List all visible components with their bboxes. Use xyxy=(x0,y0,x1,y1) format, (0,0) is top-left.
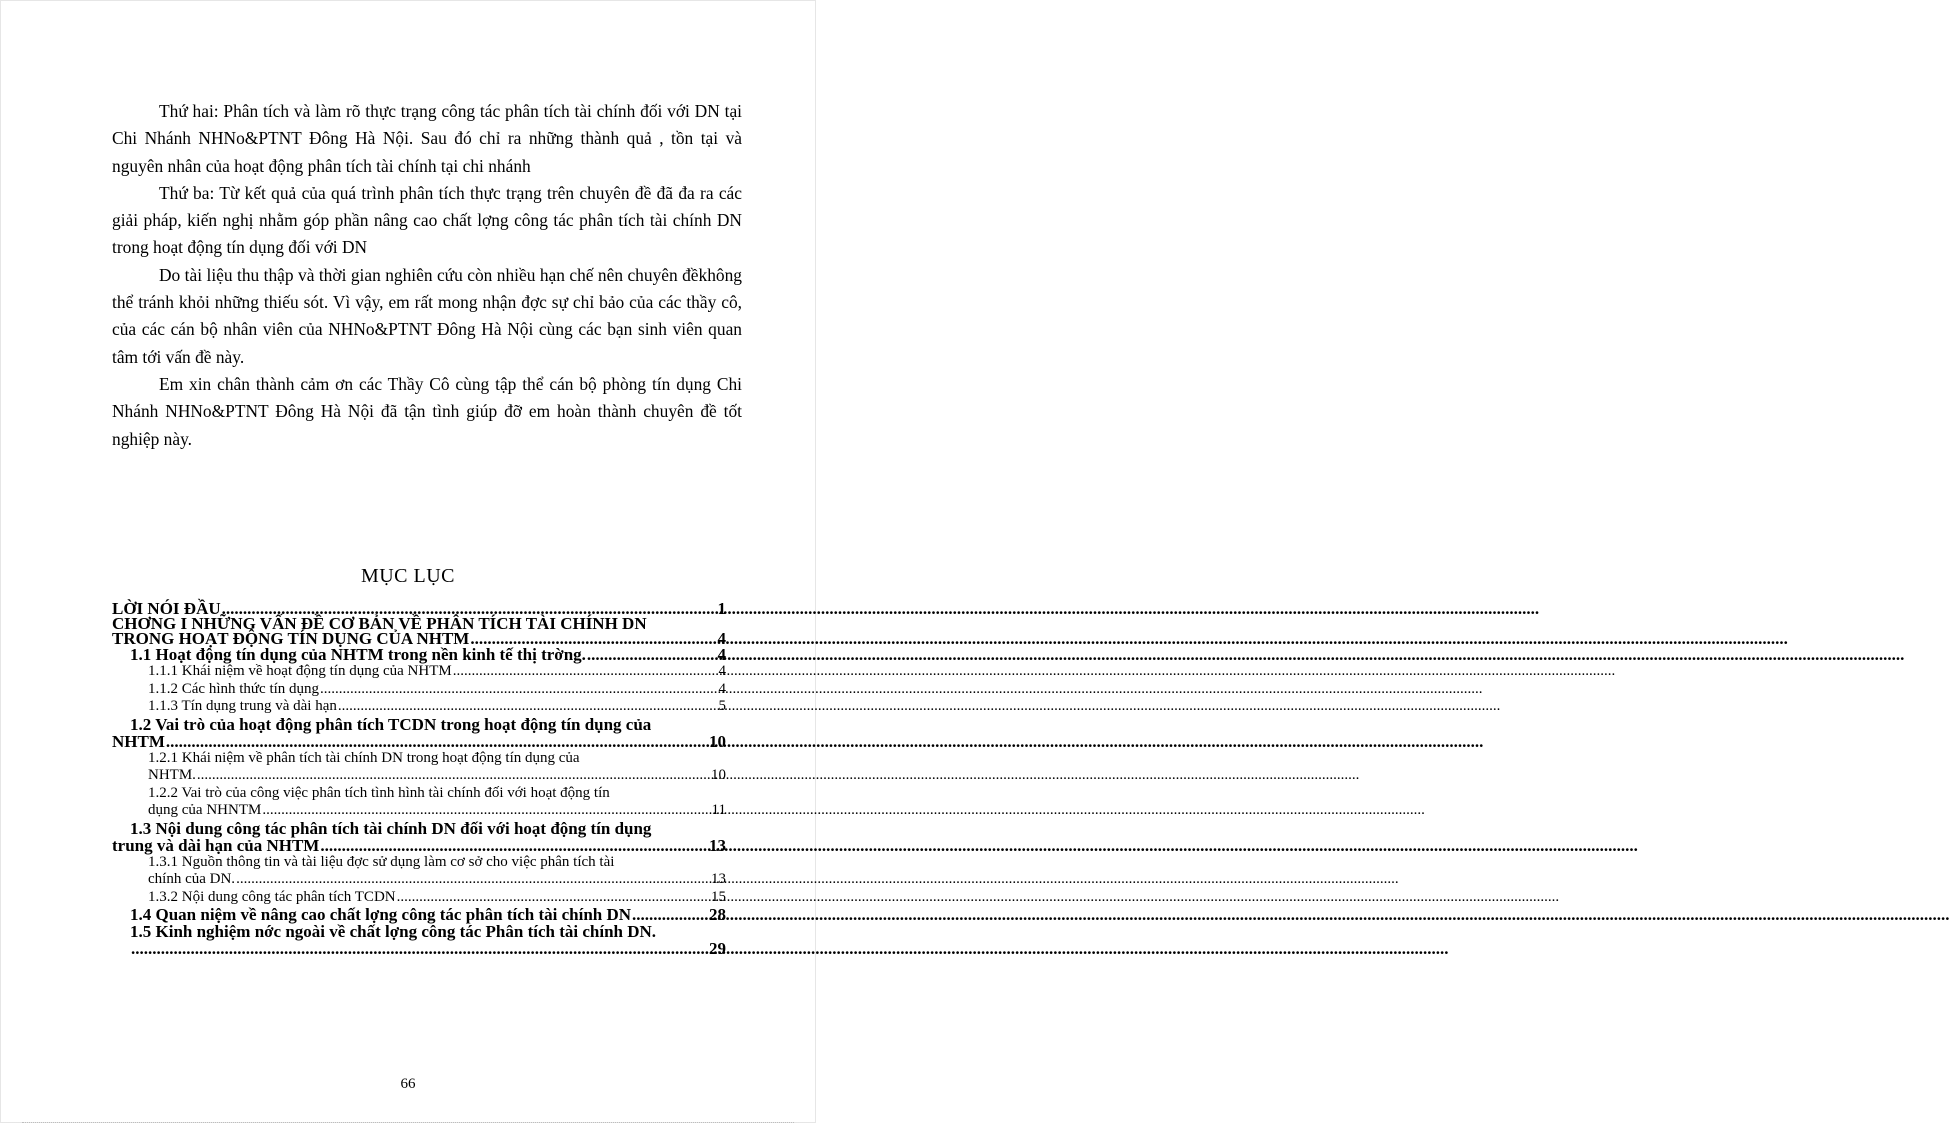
toc-entry-title-cont: TRONG HOẠT ĐỘNG TÍN DỤNG CỦA NHTM xyxy=(112,629,470,648)
paragraph: Em xin chân thành cảm ơn các Thầy Cô cùng tập thể cán bộ phòng tín dụng Chi Nhánh NHNo&PTNT Đông Hà Nội đã tận tình giúp đỡ em hoàn thành chuyên đề tốt nghiệp này. xyxy=(112,373,742,449)
toc-entry-1-2[interactable] xyxy=(112,716,726,750)
toc-entry-title: 1.2.2 Vai trò của công việc phân tích tình hình tài chính đối với hoạt động tín xyxy=(148,784,610,801)
page-number: 66 xyxy=(400,1076,416,1092)
toc-entry-title: 1.1.1 Khái niệm về hoạt động tín dụng của NHTM xyxy=(148,663,452,679)
toc-page-number: 4 xyxy=(718,663,726,679)
toc-page-number: 5 xyxy=(718,698,726,714)
toc-page-number: 11 xyxy=(711,802,726,818)
toc-entry-1-2-2[interactable] xyxy=(112,785,726,820)
toc-entry-1-1[interactable] xyxy=(112,646,726,663)
toc-leader xyxy=(319,681,718,699)
toc-entry-title: 1.1.3 Tín dụng trung và dài hạn xyxy=(148,698,337,714)
toc-title: MỤC LỤC xyxy=(360,565,456,587)
toc-entry-1-1-2[interactable] xyxy=(112,681,726,699)
toc-entry-title: 1.5 Kinh nghiệm nớc ngoài về chất lợng công tác Phân tích tài chính DN. xyxy=(130,922,657,941)
toc-entry-title: 1.2 Vai trò của hoạt động phân tích TCDN trong hoạt động tín dụng của xyxy=(130,714,652,734)
toc-entry-title: CHƠNG I NHỮNG VẤN ĐỀ CƠ BẢN VỀ PHÂN TÍCH TÀI CHÍNH DN xyxy=(112,614,647,633)
toc-entry-title-cont: NHTM. xyxy=(148,767,196,783)
toc-leader xyxy=(261,802,711,820)
paragraph: Thứ ba: Từ kết quả của quá trình phân tích thực trạng trên chuyên đề đã đa ra các giải pháp, kiến nghị nhằm góp phần nâng cao chất lợng công tác phân tích tài chính DN trong hoạt động tín dụng đối với DN xyxy=(112,182,742,258)
toc-page-number: 4 xyxy=(718,680,726,697)
table-of-contents xyxy=(112,601,726,957)
toc-entry-title-cont: trung và dài hạn của NHTM xyxy=(112,835,320,855)
toc-entry-1-3-2[interactable] xyxy=(112,889,726,907)
toc-entry-1-1-1[interactable] xyxy=(112,663,726,681)
toc-page-number: 15 xyxy=(711,888,726,905)
paragraph: Thứ hai: Phân tích và làm rõ thực trạng công tác phân tích tài chính đối với DN tại Chi Nhánh NHNo&PTNT Đông Hà Nội. Sau đó chỉ ra những thành quả , tồn tại và nguyên nhân của hoạt động phân tích tài chính tại chi nhánh xyxy=(112,101,742,176)
toc-page-number: 29 xyxy=(709,939,726,958)
toc-page-number: 13 xyxy=(711,871,726,887)
toc-entry-1-5[interactable] xyxy=(112,923,726,957)
toc-leader xyxy=(196,767,711,785)
toc-entry-1-3-1[interactable] xyxy=(112,854,726,889)
toc-entry-1-2-1[interactable] xyxy=(112,750,726,785)
toc-leader xyxy=(631,906,709,923)
toc-leader xyxy=(165,733,709,750)
toc-leader xyxy=(337,698,719,716)
toc-entry-1-3[interactable] xyxy=(112,820,726,854)
toc-leader xyxy=(235,871,711,889)
toc-page-number: 1 xyxy=(717,599,726,618)
paragraph: Do tài liệu thu thập và thời gian nghiên cứu còn nhiều hạn chế nên chuyên đềkhông thể tránh khỏi những thiếu sót. Vì vậy, em rất mong nhận đợc sự chỉ bảo của các thầy cô, của các cán bộ nhân viên của NHNo&PTNT Đông Hà Nội cùng các bạn sinh viên quan tâm tới vấn đề này. xyxy=(112,264,742,367)
toc-entry-title-cont: dụng của NHNTM xyxy=(148,802,262,818)
toc-page-number: 10 xyxy=(711,767,726,783)
toc-entry-title-cont: chính của DN. xyxy=(148,871,236,887)
toc-entry-title: 1.3.2 Nội dung công tác phân tích TCDN xyxy=(148,888,396,905)
toc-leader xyxy=(469,631,717,646)
toc-entry-title: 1.4 Quan niệm về nâng cao chất lợng công tác phân tích tài chính DN xyxy=(130,905,632,924)
toc-entry-1-1-3[interactable] xyxy=(112,698,726,716)
toc-entry-title: LỜI NÓI ĐẦU xyxy=(112,599,221,618)
toc-entry-1-4[interactable] xyxy=(112,906,726,923)
toc-entry-title: 1.3.1 Nguồn thông tin và tài liệu đợc sử dụng làm cơ sở cho việc phân tích tài xyxy=(148,853,615,870)
toc-leader xyxy=(319,837,709,854)
toc-page-number: 28 xyxy=(709,905,726,924)
toc-page-number: 13 xyxy=(709,835,726,855)
toc-entry-title-cont: NHTM xyxy=(112,731,165,751)
toc-entry-title: 1.1 Hoạt động tín dụng của NHTM trong nền kinh tế thị trờng. xyxy=(130,645,586,664)
toc-leader xyxy=(452,663,719,681)
toc-leader xyxy=(396,889,711,907)
toc-page-number: 10 xyxy=(709,731,726,751)
toc-page-number: 4 xyxy=(717,629,726,648)
toc-leader xyxy=(130,940,709,957)
toc-leader xyxy=(586,646,718,663)
toc-entry-title: 1.3 Nội dung công tác phân tích tài chính DN đối với hoạt động tín dụng xyxy=(130,818,652,838)
toc-entry-title: 1.2.1 Khái niệm về phân tích tài chính DN trong hoạt động tín dụng của xyxy=(148,749,580,766)
toc-entry-title: 1.1.2 Các hình thức tín dụng xyxy=(148,680,320,697)
toc-page-number: 4 xyxy=(717,645,726,664)
body-text xyxy=(112,98,742,453)
toc-entry-chapter-1[interactable] xyxy=(112,616,726,646)
